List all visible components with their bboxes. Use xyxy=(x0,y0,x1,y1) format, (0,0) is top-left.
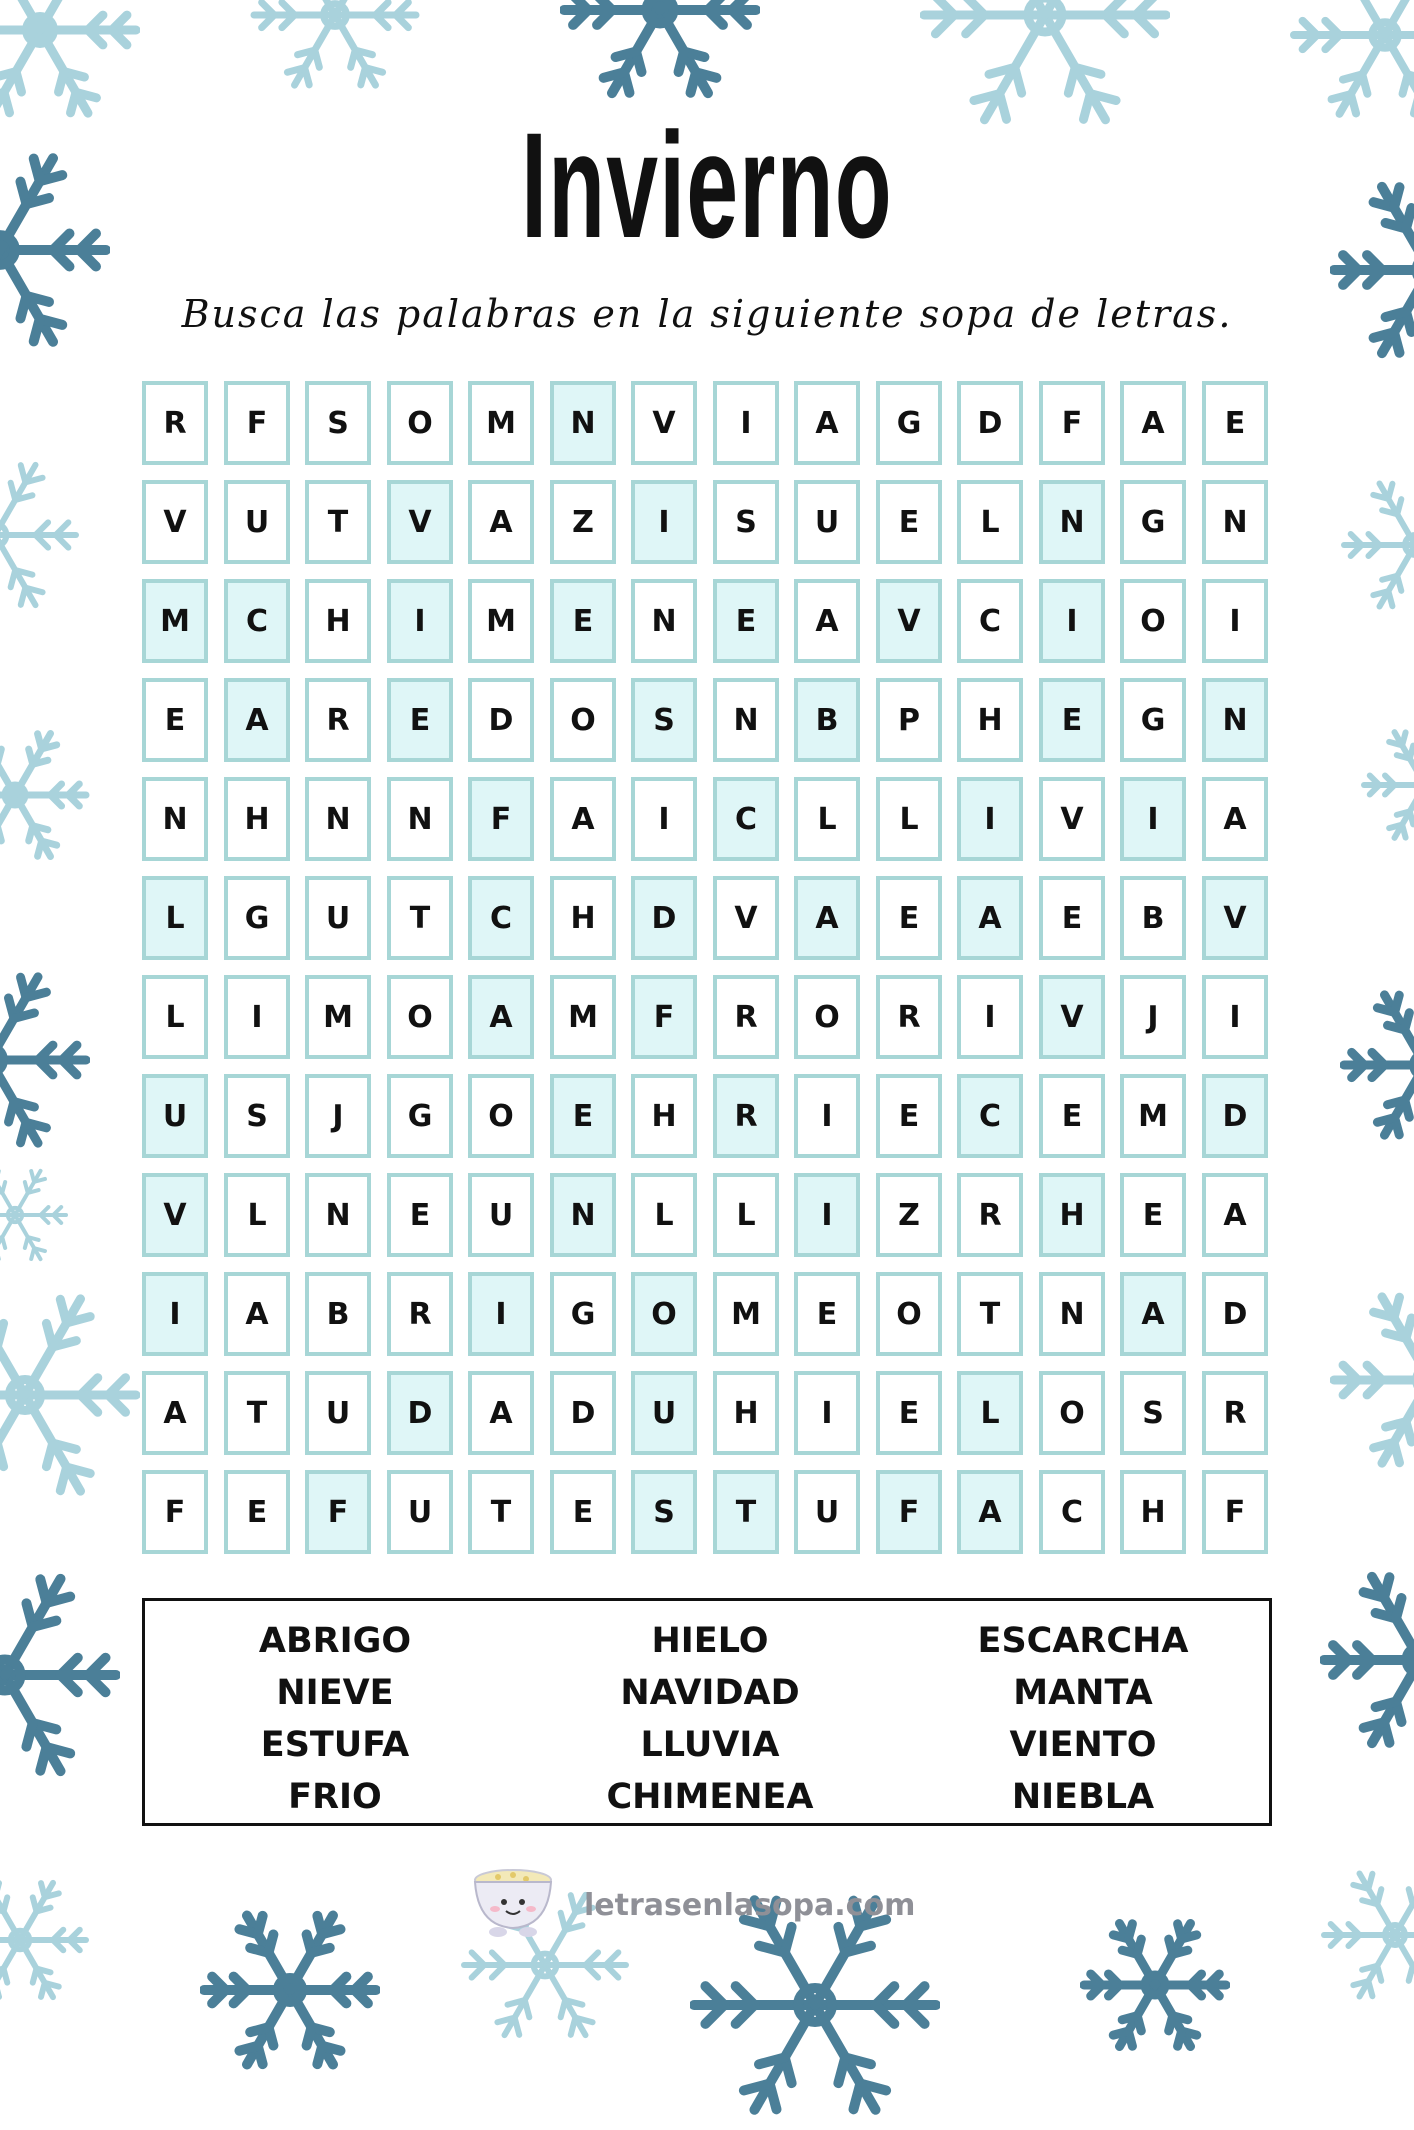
grid-cell[interactable]: E xyxy=(224,1470,290,1554)
grid-cell[interactable]: L xyxy=(142,975,208,1059)
snowflake-icon xyxy=(0,450,80,620)
word-item: NAVIDAD xyxy=(540,1667,880,1719)
grid-cell[interactable]: I xyxy=(794,1074,860,1158)
grid-cell[interactable]: D xyxy=(957,381,1023,465)
grid-cell[interactable]: P xyxy=(876,678,942,762)
instructions: Busca las palabras en la siguiente sopa de letras. xyxy=(0,292,1414,336)
grid-cell[interactable]: U xyxy=(305,1371,371,1455)
grid-cell[interactable]: H xyxy=(1039,1173,1105,1257)
grid-cell[interactable]: S xyxy=(224,1074,290,1158)
grid-cell[interactable]: A xyxy=(224,1272,290,1356)
snowflake-icon xyxy=(1320,1860,1414,2010)
grid-cell[interactable]: G xyxy=(1120,678,1186,762)
snowflake-icon xyxy=(1330,170,1414,370)
grid-cell[interactable]: O xyxy=(1039,1371,1105,1455)
grid-cell[interactable]: I xyxy=(224,975,290,1059)
grid-cell[interactable]: D xyxy=(387,1371,453,1455)
snowflake-icon xyxy=(1320,1560,1414,1760)
grid-cell[interactable]: L xyxy=(142,876,208,960)
grid-cell[interactable]: A xyxy=(224,678,290,762)
grid-cell[interactable]: U xyxy=(387,1470,453,1554)
word-item: NIEBLA xyxy=(913,1771,1253,1823)
grid-cell[interactable]: U xyxy=(631,1371,697,1455)
grid-cell[interactable]: M xyxy=(1120,1074,1186,1158)
grid-cell[interactable]: L xyxy=(224,1173,290,1257)
grid-cell[interactable]: N xyxy=(1202,480,1268,564)
grid-cell[interactable]: U xyxy=(794,480,860,564)
grid-cell[interactable]: N xyxy=(1039,1272,1105,1356)
snowflake-icon xyxy=(1340,980,1414,1150)
grid-cell[interactable]: V xyxy=(1202,876,1268,960)
grid-cell[interactable]: A xyxy=(550,777,616,861)
grid-cell[interactable]: D xyxy=(631,876,697,960)
grid-cell[interactable]: G xyxy=(224,876,290,960)
grid-cell[interactable]: R xyxy=(876,975,942,1059)
grid-cell[interactable]: E xyxy=(876,1074,942,1158)
grid-cell[interactable]: A xyxy=(1120,1272,1186,1356)
grid-cell[interactable]: R xyxy=(1202,1371,1268,1455)
grid-cell[interactable]: N xyxy=(1039,480,1105,564)
grid-cell[interactable]: E xyxy=(550,579,616,663)
grid-cell[interactable]: G xyxy=(387,1074,453,1158)
grid-cell[interactable]: A xyxy=(1120,381,1186,465)
snowflake-icon xyxy=(0,1870,90,2010)
snowflake-icon xyxy=(0,1280,140,1510)
word-item: HIELO xyxy=(540,1615,880,1667)
grid-cell[interactable]: D xyxy=(468,678,534,762)
grid-cell[interactable]: F xyxy=(876,1470,942,1554)
word-item: LLUVIA xyxy=(540,1719,880,1771)
word-search-grid xyxy=(142,381,1272,1559)
grid-cell[interactable]: M xyxy=(468,579,534,663)
grid-cell[interactable]: V xyxy=(387,480,453,564)
grid-cell[interactable]: T xyxy=(957,1272,1023,1356)
grid-cell[interactable]: I xyxy=(631,777,697,861)
grid-cell[interactable]: C xyxy=(713,777,779,861)
grid-cell[interactable]: M xyxy=(550,975,616,1059)
word-item: ESCARCHA xyxy=(913,1615,1253,1667)
grid-cell[interactable]: I xyxy=(142,1272,208,1356)
grid-cell[interactable]: O xyxy=(387,975,453,1059)
grid-cell[interactable]: N xyxy=(1202,678,1268,762)
grid-cell[interactable]: A xyxy=(794,579,860,663)
grid-cell[interactable]: T xyxy=(224,1371,290,1455)
grid-cell[interactable]: M xyxy=(305,975,371,1059)
snowflake-icon xyxy=(0,960,90,1160)
grid-cell[interactable]: N xyxy=(631,579,697,663)
grid-cell[interactable]: I xyxy=(1202,579,1268,663)
grid-cell[interactable]: V xyxy=(142,480,208,564)
bowl-mascot-icon xyxy=(468,1862,558,1938)
grid-cell[interactable]: G xyxy=(550,1272,616,1356)
grid-cell[interactable]: F xyxy=(631,975,697,1059)
grid-cell[interactable]: V xyxy=(142,1173,208,1257)
word-item: CHIMENEA xyxy=(540,1771,880,1823)
snowflake-icon xyxy=(1080,1910,1230,2060)
word-list xyxy=(142,1598,1272,1826)
grid-cell[interactable]: H xyxy=(305,579,371,663)
word-item: VIENTO xyxy=(913,1719,1253,1771)
grid-cell[interactable]: C xyxy=(957,1074,1023,1158)
grid-cell[interactable]: E xyxy=(1120,1173,1186,1257)
grid-cell[interactable]: E xyxy=(387,1173,453,1257)
grid-cell[interactable]: I xyxy=(794,1173,860,1257)
grid-cell[interactable]: F xyxy=(1202,1470,1268,1554)
grid-cell[interactable]: B xyxy=(794,678,860,762)
snowflake-icon xyxy=(560,0,760,110)
grid-cell[interactable]: R xyxy=(957,1173,1023,1257)
grid-cell[interactable]: D xyxy=(1202,1074,1268,1158)
grid-cell[interactable]: A xyxy=(142,1371,208,1455)
grid-cell[interactable]: F xyxy=(224,381,290,465)
grid-cell[interactable]: O xyxy=(876,1272,942,1356)
grid-cell[interactable]: T xyxy=(305,480,371,564)
grid-cell[interactable]: O xyxy=(550,678,616,762)
grid-cell[interactable]: V xyxy=(631,381,697,465)
snowflake-icon xyxy=(250,0,420,100)
grid-cell[interactable]: L xyxy=(794,777,860,861)
snowflake-icon xyxy=(0,1560,120,1790)
grid-cell[interactable]: B xyxy=(1120,876,1186,960)
grid-cell[interactable]: V xyxy=(713,876,779,960)
grid-cell[interactable]: E xyxy=(876,480,942,564)
grid-cell[interactable]: T xyxy=(713,1470,779,1554)
grid-cell[interactable]: R xyxy=(713,1074,779,1158)
grid-cell[interactable]: U xyxy=(305,876,371,960)
grid-cell[interactable]: U xyxy=(142,1074,208,1158)
grid-cell[interactable]: F xyxy=(142,1470,208,1554)
grid-cell[interactable]: A xyxy=(468,1371,534,1455)
grid-cell[interactable]: O xyxy=(794,975,860,1059)
grid-cell[interactable]: D xyxy=(550,1371,616,1455)
grid-cell[interactable]: H xyxy=(957,678,1023,762)
grid-cell[interactable]: V xyxy=(1039,777,1105,861)
grid-cell[interactable]: O xyxy=(631,1272,697,1356)
grid-cell[interactable]: I xyxy=(468,1272,534,1356)
grid-cell[interactable]: M xyxy=(142,579,208,663)
grid-cell[interactable]: B xyxy=(305,1272,371,1356)
grid-cell[interactable]: S xyxy=(1120,1371,1186,1455)
grid-cell[interactable]: Z xyxy=(876,1173,942,1257)
grid-cell[interactable]: M xyxy=(468,381,534,465)
word-item: FRIO xyxy=(165,1771,505,1823)
grid-cell[interactable]: A xyxy=(957,1470,1023,1554)
grid-cell[interactable]: E xyxy=(876,1371,942,1455)
grid-cell[interactable]: G xyxy=(1120,480,1186,564)
grid-cell[interactable]: S xyxy=(631,678,697,762)
grid-cell[interactable]: G xyxy=(876,381,942,465)
grid-cell[interactable]: A xyxy=(468,975,534,1059)
grid-cell[interactable]: I xyxy=(957,777,1023,861)
grid-cell[interactable]: R xyxy=(142,381,208,465)
word-item: NIEVE xyxy=(165,1667,505,1719)
grid-cell[interactable]: E xyxy=(713,579,779,663)
word-item: ESTUFA xyxy=(165,1719,505,1771)
grid-cell[interactable]: Z xyxy=(550,480,616,564)
snowflake-icon xyxy=(0,1160,70,1270)
grid-cell[interactable]: U xyxy=(794,1470,860,1554)
grid-cell[interactable]: L xyxy=(713,1173,779,1257)
grid-cell[interactable]: M xyxy=(713,1272,779,1356)
grid-cell[interactable]: E xyxy=(1039,876,1105,960)
grid-cell[interactable]: L xyxy=(631,1173,697,1257)
grid-cell[interactable]: U xyxy=(224,480,290,564)
grid-cell[interactable]: R xyxy=(387,1272,453,1356)
grid-cell[interactable]: E xyxy=(550,1074,616,1158)
word-item: MANTA xyxy=(913,1667,1253,1719)
snowflake-icon xyxy=(1290,0,1414,130)
grid-cell[interactable]: N xyxy=(305,777,371,861)
grid-cell[interactable]: L xyxy=(876,777,942,861)
grid-cell[interactable]: E xyxy=(387,678,453,762)
snowflake-icon xyxy=(1330,1280,1414,1480)
grid-cell[interactable]: F xyxy=(1039,381,1105,465)
grid-cell[interactable]: N xyxy=(550,381,616,465)
grid-cell[interactable]: I xyxy=(794,1371,860,1455)
grid-cell[interactable]: O xyxy=(387,381,453,465)
snowflake-icon xyxy=(0,0,140,130)
grid-cell[interactable]: H xyxy=(1120,1470,1186,1554)
grid-cell[interactable]: H xyxy=(713,1371,779,1455)
grid-cell[interactable]: E xyxy=(1039,678,1105,762)
grid-cell[interactable]: U xyxy=(468,1173,534,1257)
grid-cell[interactable]: H xyxy=(550,876,616,960)
grid-cell[interactable]: E xyxy=(550,1470,616,1554)
grid-cell[interactable]: I xyxy=(1039,579,1105,663)
grid-cell[interactable]: T xyxy=(387,876,453,960)
word-column xyxy=(165,1615,505,1823)
grid-cell[interactable]: N xyxy=(387,777,453,861)
grid-cell[interactable]: N xyxy=(142,777,208,861)
grid-cell[interactable]: J xyxy=(1120,975,1186,1059)
grid-cell[interactable]: E xyxy=(876,876,942,960)
grid-cell[interactable]: I xyxy=(387,579,453,663)
grid-cell[interactable]: I xyxy=(1202,975,1268,1059)
grid-cell[interactable]: F xyxy=(468,777,534,861)
grid-cell[interactable]: R xyxy=(305,678,371,762)
grid-cell[interactable]: C xyxy=(957,579,1023,663)
grid-cell[interactable]: I xyxy=(713,381,779,465)
grid-cell[interactable]: I xyxy=(1120,777,1186,861)
grid-cell[interactable]: A xyxy=(468,480,534,564)
grid-cell[interactable]: A xyxy=(1202,1173,1268,1257)
grid-cell[interactable]: R xyxy=(713,975,779,1059)
grid-cell[interactable]: S xyxy=(631,1470,697,1554)
word-column xyxy=(913,1615,1253,1823)
grid-cell[interactable]: C xyxy=(468,876,534,960)
grid-cell[interactable]: O xyxy=(468,1074,534,1158)
grid-cell[interactable]: V xyxy=(876,579,942,663)
grid-cell[interactable]: I xyxy=(957,975,1023,1059)
grid-cell[interactable]: S xyxy=(305,381,371,465)
grid-cell[interactable]: E xyxy=(1202,381,1268,465)
grid-cell[interactable]: L xyxy=(957,1371,1023,1455)
grid-cell[interactable]: N xyxy=(305,1173,371,1257)
site-url: letrasenlasopa.com xyxy=(584,1888,915,1923)
grid-cell[interactable]: C xyxy=(224,579,290,663)
page-title: Invierno xyxy=(269,110,1146,260)
grid-cell[interactable]: A xyxy=(957,876,1023,960)
grid-cell[interactable]: T xyxy=(468,1470,534,1554)
snowflake-icon xyxy=(200,1900,380,2080)
grid-cell[interactable]: I xyxy=(631,480,697,564)
snowflake-icon xyxy=(1360,720,1414,850)
grid-cell[interactable]: H xyxy=(631,1074,697,1158)
grid-cell[interactable]: H xyxy=(224,777,290,861)
grid-cell[interactable]: E xyxy=(142,678,208,762)
word-item: ABRIGO xyxy=(165,1615,505,1667)
snowflake-icon xyxy=(0,720,90,870)
word-column xyxy=(540,1615,880,1823)
grid-cell[interactable]: L xyxy=(957,480,1023,564)
grid-cell[interactable]: S xyxy=(713,480,779,564)
grid-cell[interactable]: E xyxy=(1039,1074,1105,1158)
snowflake-icon xyxy=(1340,470,1414,620)
grid-cell[interactable]: N xyxy=(550,1173,616,1257)
grid-cell[interactable]: F xyxy=(305,1470,371,1554)
grid-cell[interactable]: A xyxy=(1202,777,1268,861)
grid-cell[interactable]: V xyxy=(1039,975,1105,1059)
grid-cell[interactable]: N xyxy=(713,678,779,762)
grid-cell[interactable]: O xyxy=(1120,579,1186,663)
grid-cell[interactable]: C xyxy=(1039,1470,1105,1554)
grid-cell[interactable]: A xyxy=(794,876,860,960)
grid-cell[interactable]: E xyxy=(794,1272,860,1356)
grid-cell[interactable]: J xyxy=(305,1074,371,1158)
grid-cell[interactable]: A xyxy=(794,381,860,465)
grid-cell[interactable]: D xyxy=(1202,1272,1268,1356)
